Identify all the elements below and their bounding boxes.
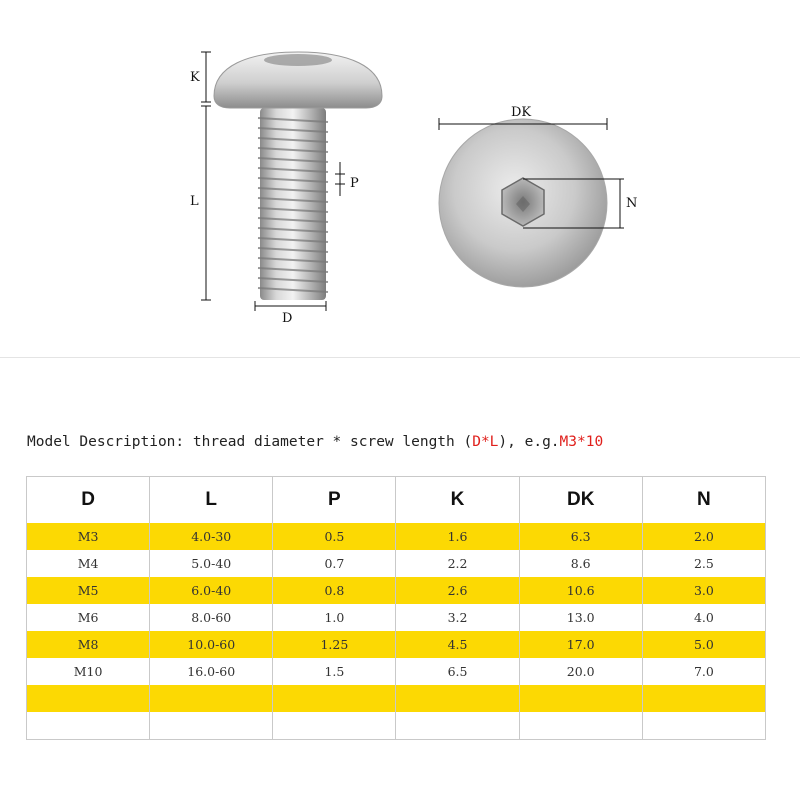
- table-cell: 3.0: [642, 577, 765, 604]
- table-cell: 5.0: [642, 631, 765, 658]
- model-description: [27, 434, 603, 450]
- table-body: [27, 523, 766, 740]
- section-divider: [0, 357, 800, 358]
- label-p: P: [350, 176, 359, 191]
- table-cell: 4.5: [396, 631, 519, 658]
- dimension-d: [255, 301, 326, 311]
- description-dl: D*L: [472, 434, 499, 450]
- table-cell: [642, 712, 765, 740]
- table-row: [27, 658, 766, 685]
- table-cell: M4: [27, 550, 150, 577]
- dimension-k: [201, 52, 211, 102]
- table-cell: 4.0: [642, 604, 765, 631]
- table-cell: 8.6: [519, 550, 642, 577]
- table-cell: 20.0: [519, 658, 642, 685]
- table-cell: 6.5: [396, 658, 519, 685]
- table-cell: 0.5: [273, 523, 396, 550]
- column-header-p: P: [273, 477, 396, 524]
- table-row: [27, 550, 766, 577]
- spec-table: [26, 476, 766, 740]
- column-header-n: N: [642, 477, 765, 524]
- table-cell: [27, 712, 150, 740]
- screw-diagram: [0, 0, 800, 358]
- dimension-p: [335, 162, 345, 196]
- label-l: L: [190, 194, 199, 209]
- table-cell: 1.25: [273, 631, 396, 658]
- table-cell: [519, 685, 642, 712]
- table-cell: [27, 685, 150, 712]
- dimension-l: [201, 106, 211, 300]
- description-middle: ), e.g.: [498, 434, 560, 450]
- table-cell: 1.6: [396, 523, 519, 550]
- column-header-k: K: [396, 477, 519, 524]
- column-header-d: D: [27, 477, 150, 524]
- table-cell: 7.0: [642, 658, 765, 685]
- table-header-row: [27, 477, 766, 524]
- table-cell: [519, 712, 642, 740]
- table-row: [27, 577, 766, 604]
- description-prefix: Model Description: thread diameter * screw length (: [27, 434, 473, 450]
- table-cell: M6: [27, 604, 150, 631]
- table-cell: 10.6: [519, 577, 642, 604]
- table-cell: M3: [27, 523, 150, 550]
- label-dk: DK: [511, 105, 532, 120]
- table-cell: 2.0: [642, 523, 765, 550]
- table-cell: [150, 685, 273, 712]
- column-header-l: L: [150, 477, 273, 524]
- table-cell: 17.0: [519, 631, 642, 658]
- table-cell: 2.6: [396, 577, 519, 604]
- description-example: M3*10: [559, 434, 604, 450]
- table-cell: 3.2: [396, 604, 519, 631]
- table-cell: 10.0-60: [150, 631, 273, 658]
- label-k: K: [190, 70, 200, 85]
- table-cell: M5: [27, 577, 150, 604]
- table-cell: [273, 685, 396, 712]
- table-cell: 2.5: [642, 550, 765, 577]
- table-cell: 6.3: [519, 523, 642, 550]
- screw-illustration: [0, 0, 800, 358]
- table-cell: [273, 712, 396, 740]
- table-row: [27, 685, 766, 712]
- table-row: [27, 712, 766, 740]
- table-cell: 8.0-60: [150, 604, 273, 631]
- table-row: [27, 604, 766, 631]
- table-cell: 0.8: [273, 577, 396, 604]
- table-cell: 16.0-60: [150, 658, 273, 685]
- table-row: [27, 523, 766, 550]
- label-d: D: [282, 311, 293, 326]
- table-cell: 2.2: [396, 550, 519, 577]
- table-row: [27, 631, 766, 658]
- table-cell: 1.0: [273, 604, 396, 631]
- table-cell: 1.5: [273, 658, 396, 685]
- table-cell: [150, 712, 273, 740]
- table-cell: [396, 712, 519, 740]
- table-cell: 6.0-40: [150, 577, 273, 604]
- table-cell: M8: [27, 631, 150, 658]
- table-cell: 0.7: [273, 550, 396, 577]
- table-cell: [642, 685, 765, 712]
- column-header-dk: DK: [519, 477, 642, 524]
- table-cell: [396, 685, 519, 712]
- table-cell: 13.0: [519, 604, 642, 631]
- table-cell: 5.0-40: [150, 550, 273, 577]
- table-cell: M10: [27, 658, 150, 685]
- table-cell: 4.0-30: [150, 523, 273, 550]
- label-n: N: [626, 196, 638, 211]
